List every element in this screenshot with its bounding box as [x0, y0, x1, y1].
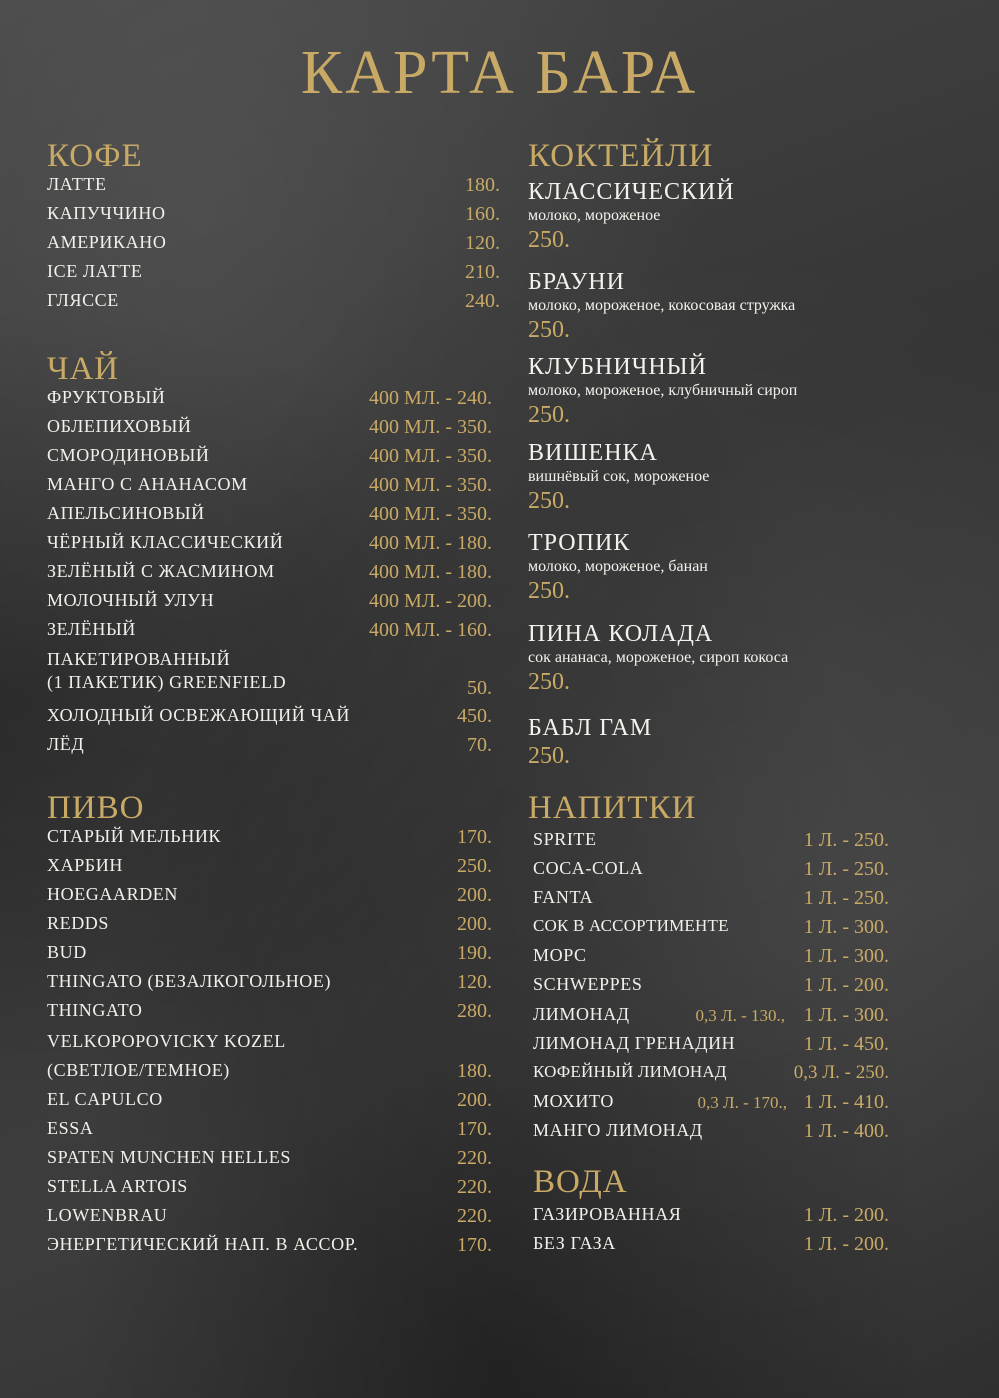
cocktail-item: [528, 180, 735, 252]
list-item: [47, 1118, 492, 1147]
item-price: 1 Л. - 200.: [803, 1204, 889, 1226]
item-price: 180.: [465, 174, 500, 196]
item-name: SPATEN MUNCHEN HELLES: [47, 1147, 291, 1167]
list-item-packaged: [47, 649, 492, 701]
item-price: 180.: [457, 1060, 492, 1082]
cocktail-name: БРАУНИ: [528, 269, 625, 295]
list-item: [47, 503, 492, 532]
item-name: МОРС: [533, 945, 587, 965]
list-item: [533, 1004, 889, 1033]
item-name: THINGATO (БЕЗАЛКОГОЛЬНОЕ): [47, 971, 332, 991]
list-item: [47, 445, 492, 474]
item-name: ХАРБИН: [47, 855, 123, 875]
list-item: [47, 971, 492, 1000]
list-item: [533, 1204, 889, 1233]
list-item: [47, 1089, 492, 1118]
list-item: [47, 855, 492, 884]
item-price: 280.: [457, 1000, 492, 1022]
item-name: COCA-COLA: [533, 858, 644, 878]
item-price: 1 Л. - 300.: [803, 1004, 889, 1026]
list-item: [533, 887, 889, 916]
cocktail-price: 250.: [528, 669, 570, 695]
list-item: [533, 1033, 889, 1062]
item-name: LOWENBRAU: [47, 1205, 168, 1225]
list-item: [533, 858, 889, 887]
item-name: АМЕРИКАНО: [47, 232, 167, 252]
item-name: SCHWEPPES: [533, 974, 643, 994]
item-name: SPRITE: [533, 829, 597, 849]
item-name: ЧЁРНЫЙ КЛАССИЧЕСКИЙ: [47, 532, 284, 552]
list-item: [47, 590, 492, 619]
item-name: EL CAPULCO: [47, 1089, 163, 1109]
item-volume-price: 400 МЛ. - 240.: [368, 387, 492, 409]
cocktail-ingredients: молоко, мороженое, клубничный сироп: [528, 382, 798, 399]
item-name: ОБЛЕПИХОВЫЙ: [47, 416, 192, 436]
drinks-heading: НАПИТКИ: [528, 790, 697, 826]
item-name: THINGATO: [47, 1000, 143, 1020]
item-price: 200.: [457, 884, 492, 906]
list-item: [47, 1205, 492, 1234]
list-item: [47, 1234, 492, 1263]
list-item: [47, 203, 500, 232]
cocktail-ingredients: сок ананаса, мороженое, сироп кокоса: [528, 649, 789, 666]
item-name-line2: (1 ПАКЕТИК) GREENFIELD: [47, 672, 287, 692]
item-price: 210.: [465, 261, 500, 283]
list-item-kozel: [47, 1031, 492, 1085]
cocktail-name: ВИШЕНКА: [528, 440, 658, 466]
item-volume-price: 400 МЛ. - 350.: [368, 503, 492, 525]
list-item: [47, 174, 500, 203]
coffee-heading: КОФЕ: [47, 138, 143, 174]
item-price: 1 Л. - 410.: [803, 1091, 889, 1113]
item-price: 1 Л. - 300.: [803, 916, 889, 938]
cocktail-price: 250.: [528, 227, 570, 253]
list-item: [533, 1091, 889, 1120]
item-volume-price: 400 МЛ. - 180.: [368, 532, 492, 554]
list-item: [533, 1120, 889, 1149]
item-name: BUD: [47, 942, 87, 962]
item-volume-price: 400 МЛ. - 200.: [368, 590, 492, 612]
item-price: 220.: [457, 1147, 492, 1169]
item-name: ЛИМОНАД ГРЕНАДИН: [533, 1033, 736, 1053]
item-volume-price: 400 МЛ. - 160.: [368, 619, 492, 641]
item-name: ЗЕЛЁНЫЙ: [47, 619, 136, 639]
item-price: 120.: [457, 971, 492, 993]
tea-heading: ЧАЙ: [47, 351, 120, 387]
item-volume-price: 400 МЛ. - 350.: [368, 416, 492, 438]
item-name: БЕЗ ГАЗА: [533, 1233, 616, 1253]
item-name: ПАКЕТИРОВАННЫЙ: [47, 649, 231, 669]
item-name: ХОЛОДНЫЙ ОСВЕЖАЮЩИЙ ЧАЙ: [47, 705, 350, 725]
item-volume-price: 400 МЛ. - 350.: [368, 474, 492, 496]
list-item: [47, 1147, 492, 1176]
item-price: 200.: [457, 913, 492, 935]
item-name: ICE ЛАТТЕ: [47, 261, 143, 281]
item-price: 1 Л. - 400.: [803, 1120, 889, 1142]
cocktail-name: ТРОПИК: [528, 530, 631, 556]
cocktail-ingredients: молоко, мороженое: [528, 207, 661, 224]
item-name: ESSA: [47, 1118, 94, 1138]
cocktail-item: [528, 531, 708, 603]
item-name: СОК В АССОРТИМЕНТЕ: [533, 916, 729, 935]
item-price: 220.: [457, 1176, 492, 1198]
item-name: ФРУКТОВЫЙ: [47, 387, 166, 407]
item-price: 250.: [457, 855, 492, 877]
cocktail-item: [528, 441, 709, 513]
list-item: [47, 474, 492, 503]
beer-heading: ПИВО: [47, 790, 145, 826]
item-price: 1 Л. - 200.: [803, 974, 889, 996]
item-price: 1 Л. - 300.: [803, 945, 889, 967]
cocktail-name: КЛАССИЧЕСКИЙ: [528, 179, 735, 205]
item-name: ЭНЕРГЕТИЧЕСКИЙ НАП. В АССОР.: [47, 1234, 359, 1254]
item-price: 1 Л. - 250.: [803, 887, 889, 909]
item-price: 190.: [457, 942, 492, 964]
item-price: 220.: [457, 1205, 492, 1227]
cocktail-ingredients: вишнёвый сок, мороженое: [528, 468, 710, 485]
cocktail-item: [528, 355, 797, 427]
item-name: МАНГО ЛИМОНАД: [533, 1120, 703, 1140]
item-price: 450.: [457, 705, 492, 727]
list-item: [47, 1176, 492, 1205]
item-price: 0,3 Л. - 250.: [793, 1062, 889, 1083]
item-name: STELLA ARTOIS: [47, 1176, 188, 1196]
item-price: 170.: [457, 826, 492, 848]
item-name: FANTA: [533, 887, 594, 907]
item-name: HOEGAARDEN: [47, 884, 178, 904]
list-item: [47, 619, 492, 648]
list-item: [47, 387, 492, 416]
item-name: ГЛЯССЕ: [47, 290, 119, 310]
list-item: [533, 916, 889, 945]
water-heading: ВОДА: [533, 1164, 628, 1200]
item-name: ЛЁД: [47, 734, 85, 754]
item-price: 160.: [465, 203, 500, 225]
item-price: 120.: [465, 232, 500, 254]
item-price: 170.: [457, 1234, 492, 1256]
list-item: [533, 1062, 889, 1091]
list-item: [47, 416, 492, 445]
list-item: [47, 826, 492, 855]
item-price: 1 Л. - 250.: [803, 829, 889, 851]
item-price: 1 Л. - 200.: [803, 1233, 889, 1255]
item-name: ГАЗИРОВАННАЯ: [533, 1204, 682, 1224]
item-volume-price: 400 МЛ. - 180.: [368, 561, 492, 583]
item-price: 240.: [465, 290, 500, 312]
item-name: МОЛОЧНЫЙ УЛУН: [47, 590, 215, 610]
list-item: [47, 1000, 492, 1029]
item-name-line2: (СВЕТЛОЕ/ТЕМНОЕ): [47, 1060, 230, 1080]
list-item: [47, 261, 500, 290]
cocktail-item: [528, 622, 788, 694]
list-item: [47, 734, 492, 763]
item-name: ЗЕЛЁНЫЙ С ЖАСМИНОМ: [47, 561, 275, 581]
item-name: АПЕЛЬСИНОВЫЙ: [47, 503, 205, 523]
cocktail-price: 250.: [528, 743, 570, 769]
item-name: МОХИТО: [533, 1091, 614, 1111]
list-item: [47, 942, 492, 971]
list-item: [47, 532, 492, 561]
cocktail-ingredients: молоко, мороженое, банан: [528, 558, 708, 575]
cocktails-heading: КОКТЕЙЛИ: [528, 138, 714, 174]
cocktail-price: 250.: [528, 578, 570, 604]
item-price: 1 Л. - 450.: [803, 1033, 889, 1055]
list-item: [47, 232, 500, 261]
item-price: 170.: [457, 1118, 492, 1140]
item-name: КАПУЧЧИНО: [47, 203, 166, 223]
item-name: REDDS: [47, 913, 110, 933]
cocktail-ingredients: молоко, мороженое, кокосовая стружка: [528, 297, 796, 314]
list-item: [533, 974, 889, 1003]
cocktail-price: 250.: [528, 488, 570, 514]
item-price: 70.: [467, 734, 492, 756]
list-item: [533, 829, 889, 858]
list-item: [47, 884, 492, 913]
item-name: ЛИМОНАД: [533, 1004, 630, 1024]
list-item: [533, 1233, 889, 1262]
item-volume-price: 400 МЛ. - 350.: [368, 445, 492, 467]
cocktail-name: ПИНА КОЛАДА: [528, 621, 714, 647]
cocktail-name: БАБЛ ГАМ: [528, 715, 653, 741]
cocktail-price: 250.: [528, 402, 570, 428]
item-name: VELKOPOPOVICKY KOZEL: [47, 1031, 286, 1051]
list-item: [533, 945, 889, 974]
menu-title: КАРТА БАРА: [300, 39, 699, 107]
item-price: 50.: [467, 677, 492, 699]
list-item: [47, 705, 492, 734]
item-name: СТАРЫЙ МЕЛЬНИК: [47, 826, 222, 846]
list-item: [47, 913, 492, 942]
item-name: КОФЕЙНЫЙ ЛИМОНАД: [533, 1062, 727, 1081]
list-item: [47, 290, 500, 319]
item-name: СМОРОДИНОВЫЙ: [47, 445, 210, 465]
cocktail-item: [528, 716, 652, 768]
item-price-small: 0,3 Л. - 170.,: [697, 1093, 787, 1112]
cocktail-item: [528, 270, 795, 342]
list-item: [47, 561, 492, 590]
item-name: МАНГО С АНАНАСОМ: [47, 474, 248, 494]
item-price: 200.: [457, 1089, 492, 1111]
cocktail-name: КЛУБНИЧНЫЙ: [528, 354, 707, 380]
item-name: ЛАТТЕ: [47, 174, 107, 194]
cocktail-price: 250.: [528, 317, 570, 343]
item-price: 1 Л. - 250.: [803, 858, 889, 880]
item-price-small: 0,3 Л. - 130.,: [695, 1006, 785, 1025]
